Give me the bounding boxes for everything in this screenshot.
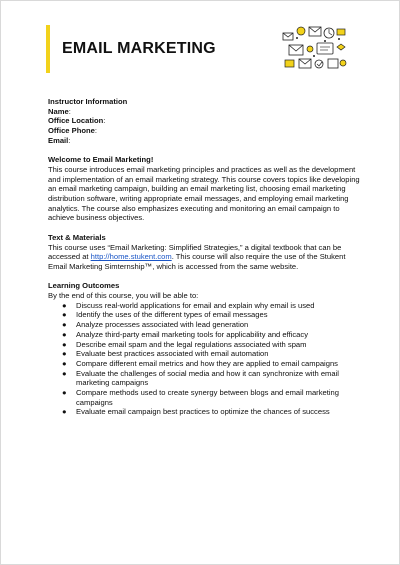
welcome-heading: Welcome to Email Marketing! bbox=[48, 155, 154, 165]
list-item-text: Evaluate best practices associated with email automation bbox=[76, 349, 269, 359]
name-label: Name bbox=[48, 106, 69, 116]
list-item bbox=[62, 369, 360, 388]
list-item bbox=[62, 359, 360, 369]
instructor-section bbox=[48, 97, 360, 146]
list-item bbox=[62, 320, 360, 330]
syllabus-content bbox=[48, 97, 360, 427]
bullet-icon: ● bbox=[62, 310, 67, 320]
list-item-text: Analyze processes associated with lead generation bbox=[76, 320, 249, 330]
outcomes-section bbox=[48, 281, 360, 417]
bullet-icon: ● bbox=[62, 329, 67, 339]
page-title: EMAIL MARKETING bbox=[62, 40, 216, 57]
office-location-label: Office Location bbox=[48, 116, 104, 126]
outcomes-list bbox=[48, 301, 360, 417]
bullet-icon: ● bbox=[62, 300, 67, 310]
office-location-row: Office Location: bbox=[48, 116, 106, 126]
list-item bbox=[62, 388, 360, 407]
welcome-section bbox=[48, 155, 360, 223]
email-label: Email bbox=[48, 135, 69, 145]
list-item-text: Evaluate the challenges of social media and how it can synchronize with email marketing campaigns bbox=[76, 368, 339, 388]
list-item bbox=[62, 330, 360, 340]
bullet-icon: ● bbox=[62, 368, 67, 378]
bullet-icon: ● bbox=[62, 349, 67, 359]
instructor-heading: Instructor Information bbox=[48, 97, 128, 106]
materials-text-after-link: . This course will also require the use of the Stukent Email Marketing Simternship™, which is accessed from the same website. bbox=[48, 252, 346, 271]
list-item bbox=[62, 340, 360, 350]
name-row: Name: bbox=[48, 106, 71, 116]
list-item-text: Identify the uses of the different types of email messages bbox=[76, 310, 268, 320]
list-item bbox=[62, 407, 360, 417]
email-row: Email: bbox=[48, 135, 71, 145]
bullet-icon: ● bbox=[62, 388, 67, 398]
title-block bbox=[46, 25, 216, 73]
list-item bbox=[62, 349, 360, 359]
list-item-text: Evaluate email campaign best practices to optimize the chances of success bbox=[76, 407, 330, 417]
list-item-text: Analyze third-party email marketing tools for applicability and efficacy bbox=[76, 329, 308, 339]
list-item bbox=[62, 310, 360, 320]
list-item bbox=[62, 301, 360, 311]
outcomes-heading: Learning Outcomes bbox=[48, 281, 120, 291]
bullet-icon: ● bbox=[62, 339, 67, 349]
bullet-icon: ● bbox=[62, 358, 67, 368]
email-marketing-doodle-icon bbox=[279, 23, 349, 73]
list-item-text: Compare different email metrics and how they are applied to email campaigns bbox=[76, 358, 338, 368]
bullet-icon: ● bbox=[62, 320, 67, 330]
list-item-text: Discuss real-world applications for email and explain why email is used bbox=[76, 300, 315, 310]
bullet-icon: ● bbox=[62, 407, 67, 417]
welcome-paragraph: This course introduces email marketing principles and practices as well as the development and implementation of an email marketing strategy. This course covers topics like developing an email marketing campaign, building an email marketing list, choosing email marketing distribution software, writing appropriate email messages, and employing email marketing analytics. The course also emphasizes executing and monitoring an email campaign to achieve business objectives. bbox=[48, 164, 360, 223]
materials-heading: Text & Materials bbox=[48, 232, 106, 242]
list-item-text: Compare methods used to create synergy between blogs and email marketing campaigns bbox=[76, 388, 339, 407]
materials-paragraph bbox=[48, 243, 360, 272]
list-item-text: Describe email spam and the legal regulations associated with spam bbox=[76, 339, 307, 349]
materials-section bbox=[48, 233, 360, 272]
outcomes-intro: By the end of this course, you will be able to: bbox=[48, 291, 199, 301]
office-phone-row: Office Phone: bbox=[48, 126, 97, 136]
stukent-link[interactable]: http://home.stukent.com bbox=[90, 252, 172, 262]
materials-text-before-link: This course uses “Email Marketing: Simplified Strategies,” a digital textbook that can be accessed at bbox=[48, 242, 342, 262]
office-phone-label: Office Phone bbox=[48, 126, 95, 136]
